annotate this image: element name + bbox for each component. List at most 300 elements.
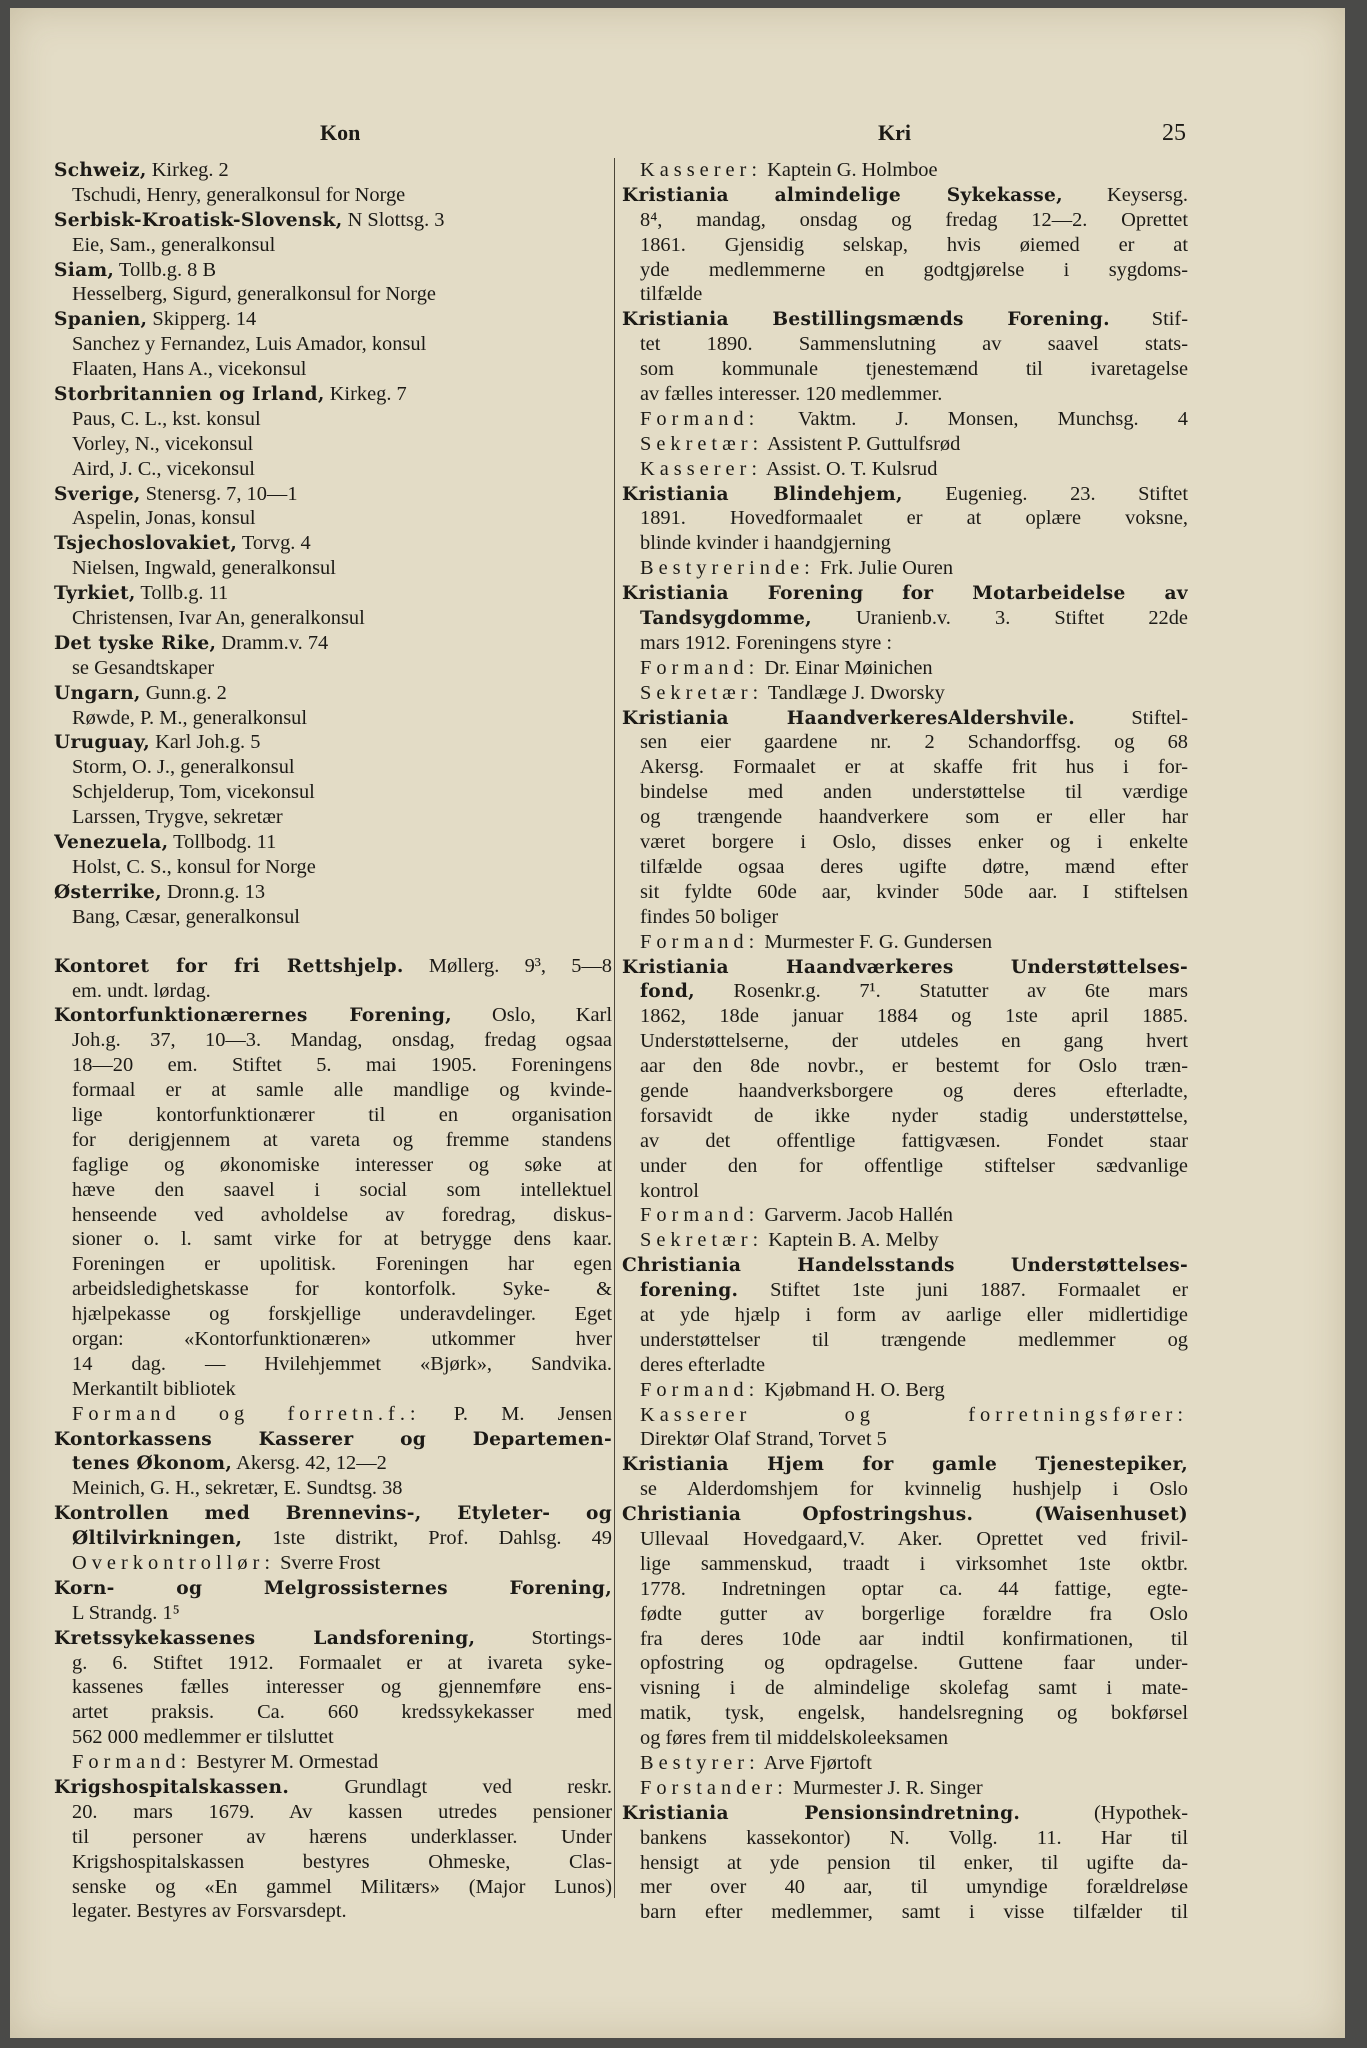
entry-text: se Alderdomshjem for kvinnelig hushjelp i Oslo <box>640 1478 1188 1501</box>
entry-line <box>54 282 612 307</box>
entry-heading: Kristiania HaandverkeresAldershvile. <box>622 707 1076 729</box>
entry-text: 1861. Gjensidig selskap, hvis øiemed er at <box>640 233 1188 256</box>
entry-line <box>622 307 1188 332</box>
column-divider <box>614 158 615 1898</box>
entry-line <box>54 1153 612 1178</box>
entry-text: 20. mars 1679. Av kassen utredes pensioner <box>72 1800 612 1823</box>
role-label: Bestyrer: <box>640 1752 760 1774</box>
entry-line <box>54 706 612 731</box>
entry-line <box>622 1179 1188 1204</box>
entry-line <box>622 1278 1188 1303</box>
entry-text: Flaaten, Hans A., vicekonsul <box>72 358 307 381</box>
entry-line <box>54 1775 612 1800</box>
entry-text: Stenersg. 7, 10—1 <box>140 482 298 505</box>
entry-text: Gunn.g. 2 <box>140 681 227 704</box>
entry-text: Tollb.g. 11 <box>135 582 229 605</box>
entry-line <box>54 1850 612 1875</box>
entry-line <box>622 1403 1188 1428</box>
entry-line <box>622 1328 1188 1353</box>
entry-text: fødte gutter av borgerlige forældre fra Oslo <box>640 1602 1188 1625</box>
entry-text: Karl Joh.g. 5 <box>150 731 261 754</box>
entry-text: arbeidsledighetskasse for kontorfolk. Syke- & <box>72 1278 612 1301</box>
entry-text: Nielsen, Ingwald, generalkonsul <box>72 557 336 580</box>
entry-text: findes 50 boliger <box>640 905 779 928</box>
entry-line <box>54 1103 612 1128</box>
entry-line <box>54 1526 612 1551</box>
entry-text: 1862, 18de januar 1884 og 1ste april 1885. <box>640 1005 1188 1028</box>
entry-heading: Spanien, <box>54 309 148 331</box>
entry-line <box>622 1801 1188 1826</box>
entry-line <box>622 681 1188 706</box>
role-label: Overkontrollør: <box>72 1551 275 1574</box>
entry-line <box>54 556 612 581</box>
entry-line <box>622 1826 1188 1851</box>
entry-line <box>54 1078 612 1103</box>
entry-line <box>54 1178 612 1203</box>
entry-text: deres efterladte <box>640 1353 766 1376</box>
entry-text: Storm, O. J., generalkonsul <box>72 756 295 779</box>
entry-text: Aspelin, Jonas, konsul <box>72 507 256 530</box>
entry-text: Eie, Sam., generalkonsul <box>72 233 276 256</box>
entry-text: formaal er at samle alle mandlige og kvinde- <box>72 1079 612 1102</box>
entry-line <box>622 1203 1188 1228</box>
entry-line <box>622 755 1188 780</box>
entry-heading: Sverige, <box>54 483 141 505</box>
entry-heading: Øltilvirkningen, <box>72 1528 243 1550</box>
entry-line <box>54 1451 612 1476</box>
entry-line <box>54 681 612 706</box>
entry-line <box>622 706 1188 731</box>
entry-line <box>622 631 1188 656</box>
entry-line <box>622 1054 1188 1079</box>
entry-text: Krigshospitalskassen bestyres Ohmeske, Clas- <box>72 1850 612 1873</box>
entry-heading: Christiania Handelsstands Understøttelses- <box>622 1255 1188 1277</box>
role-label: Sekretær: <box>640 432 764 455</box>
entry-line <box>622 1577 1188 1602</box>
entry-line <box>54 1003 612 1028</box>
entry-text: Aird, J. C., vicekonsul <box>72 457 255 480</box>
entry-text: Akersg. Formaalet er at skaffe frit hus i for- <box>640 756 1188 779</box>
entry-line <box>622 457 1188 482</box>
entry-line <box>622 233 1188 258</box>
role-label: Forstander: <box>640 1776 788 1799</box>
entry-text: Sanchez y Fernandez, Luis Amador, konsul <box>72 333 427 356</box>
entry-text: Eugenieg. 23. Stiftet <box>902 482 1188 505</box>
role-label: Formand: <box>640 1378 760 1401</box>
entry-text: Uranienb.v. 3. Stiftet 22de <box>811 607 1188 630</box>
entry-line <box>54 1501 612 1526</box>
entry-line <box>622 1875 1188 1900</box>
entry-text: Hesselberg, Sigurd, generalkonsul for Norge <box>72 283 436 306</box>
entry-heading: Venezuela, <box>54 832 169 854</box>
entry-text: Tollb.g. 8 B <box>114 258 217 281</box>
entry-text: Møllerg. 9³, 5—8 <box>403 954 612 977</box>
entry-line <box>622 1502 1188 1527</box>
entry-text: hensigt at yde pension til enker, til ugifte da- <box>640 1851 1188 1874</box>
entry-line <box>622 606 1188 631</box>
entry-text: lige kontorfunktionærer til en organisation <box>72 1103 612 1126</box>
role-label: Formand: <box>72 1751 192 1774</box>
entry-line <box>54 1302 612 1327</box>
role-label: Formand: <box>640 407 760 430</box>
entry-text: artet praksis. Ca. 660 kredssykekasser med <box>72 1701 612 1724</box>
entry-line <box>622 1452 1188 1477</box>
entry-text: Assist. O. T. Kulsrud <box>762 457 938 480</box>
header-right-keyword: Kri <box>878 120 911 145</box>
entry-heading: Ungarn, <box>54 682 141 704</box>
entry-text: tilfælde ogsaa deres ugifte døtre, mænd efter <box>640 855 1188 878</box>
entry-line <box>54 407 612 432</box>
entry-line <box>54 1402 612 1427</box>
entry-line <box>622 880 1188 905</box>
entry-text: bindelse med anden understøttelse til værdige <box>640 781 1188 804</box>
entry-line <box>54 805 612 830</box>
entry-line <box>54 855 612 880</box>
entry-line <box>622 482 1188 507</box>
entry-text: Arve Fjørtoft <box>759 1752 872 1774</box>
role-label: Kasserer: <box>640 457 762 480</box>
entry-text: og trængende haandverkere som er eller har <box>640 806 1188 829</box>
entry-line <box>54 457 612 482</box>
entry-text: Foreningen er upolitisk. Foreningen har egen <box>72 1253 612 1276</box>
entry-text: sen eier gaardene nr. 2 Schandorffsg. og 68 <box>640 731 1188 754</box>
entry-line <box>622 1676 1188 1701</box>
entry-text: Murmester F. G. Gundersen <box>759 930 993 953</box>
entry-text: aar den 8de novbr., er bestemt for Oslo træn- <box>640 1055 1188 1078</box>
entry-text: 14 dag. — Hvilehjemmet «Bjørk», Sandvika. <box>72 1352 612 1375</box>
entry-heading: Østerrike, <box>54 881 162 903</box>
entry-heading: Kristiania Forening for Motarbeidelse av <box>622 583 1188 605</box>
entry-text: bankens kassekontor) N. Vollg. 11. Har til <box>640 1826 1188 1849</box>
entry-text: Kirkeg. 2 <box>146 159 229 181</box>
entry-line <box>54 905 612 930</box>
entry-line <box>54 1377 612 1402</box>
entry-text: understøttelser til trængende medlemmer og <box>640 1328 1188 1351</box>
entry-heading: tenes Økonom, <box>72 1453 233 1475</box>
entry-text: Bang, Cæsar, generalkonsul <box>72 905 300 928</box>
entry-text: av det offentlige fattigvæsen. Fondet staar <box>640 1129 1188 1152</box>
entry-text: Vorley, N., vicekonsul <box>72 432 254 455</box>
header-left-keyword: Kon <box>320 120 361 145</box>
entry-line <box>622 805 1188 830</box>
entry-text: Murmester J. R. Singer <box>787 1776 983 1799</box>
left-column <box>54 158 612 1924</box>
entry-line <box>622 581 1188 606</box>
entry-line <box>54 1128 612 1153</box>
role-label: Sekretær: <box>640 1229 764 1252</box>
entry-text: hæve den saavel i social som intellektuel <box>72 1178 612 1201</box>
entry-heading: Kretssykekassenes Landsforening, <box>54 1627 476 1649</box>
entry-text: Kaptein G. Holmboe <box>762 159 938 181</box>
entry-line <box>54 357 612 382</box>
entry-line <box>622 1378 1188 1403</box>
entry-text: som kommunale tjenestemænd til ivaretagelse <box>640 358 1188 381</box>
entry-line <box>622 1477 1188 1502</box>
page-number: 25 <box>1162 120 1186 146</box>
entry-line <box>54 606 612 631</box>
entry-text: at yde hjælp i form av aarlige eller midlertidige <box>640 1303 1188 1326</box>
entry-line <box>54 1327 612 1352</box>
entry-line <box>622 332 1188 357</box>
entry-heading: Kontoret for fri Rettshjelp. <box>54 955 404 977</box>
entry-line <box>54 830 612 855</box>
entry-text: Meinich, G. H., sekretær, E. Sundtsg. 38 <box>72 1477 403 1500</box>
entry-text: Sverre Frost <box>274 1551 381 1574</box>
entry-line <box>54 332 612 357</box>
entry-text: Stortings- <box>475 1626 612 1649</box>
entry-line <box>622 208 1188 233</box>
entry-line <box>622 1129 1188 1154</box>
entry-heading: Kontrollen med Brennevins-, Etyleter- og <box>54 1503 612 1525</box>
entry-heading: Krigshospitalskassen. <box>54 1777 290 1798</box>
entry-text: em. undt. lørdag. <box>72 979 211 1002</box>
entry-line <box>622 282 1188 307</box>
entry-heading: Det tyske Rike, <box>54 632 217 654</box>
entry-text: Tandlæge J. Dworsky <box>763 681 945 704</box>
entry-line <box>622 1427 1188 1452</box>
entry-text: tet 1890. Sammenslutning av saavel stats- <box>640 333 1188 356</box>
entry-line <box>54 780 612 805</box>
entry-text: til personer av hærens underklasser. Under <box>72 1825 612 1848</box>
entry-text: Bestyrer M. Ormestad <box>191 1751 379 1774</box>
entry-line <box>622 183 1188 208</box>
entry-text: Larssen, Trygve, sekretær <box>72 806 283 829</box>
entry-line <box>54 1601 612 1626</box>
entry-text: kontrol <box>640 1179 699 1202</box>
entry-text: faglige og økonomiske interesser og søke at <box>72 1153 612 1176</box>
entry-text: Kjøbmand H. O. Berg <box>759 1378 945 1401</box>
entry-heading: Kontorkassens Kasserer og Departemen- <box>54 1428 612 1450</box>
entry-text: matik, tysk, engelsk, handelsregning og bokførsel <box>640 1702 1188 1725</box>
entry-text: Torvg. 4 <box>237 532 311 555</box>
entry-line <box>622 556 1188 581</box>
entry-line <box>622 830 1188 855</box>
entry-heading: Tsjechoslovakiet, <box>54 533 238 555</box>
entry-line <box>54 1203 612 1228</box>
entry-heading: Serbisk-Kroatisk-Slovensk, <box>54 209 343 231</box>
entry-text: for derigjennem at vareta og fremme standens <box>72 1128 612 1151</box>
entry-text: Dr. Einar Møinichen <box>759 656 933 679</box>
entry-text: mer over 40 aar, til umyndige forældreløse <box>640 1876 1188 1899</box>
entry-text: Christensen, Ivar An, generalkonsul <box>72 607 365 630</box>
entry-line <box>54 1825 612 1850</box>
entry-line <box>622 1776 1188 1801</box>
entry-line <box>622 730 1188 755</box>
entry-text: Tschudi, Henry, generalkonsul for Norge <box>72 183 406 206</box>
entry-heading: Kristiania Pensionsindretning. <box>622 1802 1021 1824</box>
entry-line <box>622 1104 1188 1129</box>
role-label: Bestyrerinde: <box>640 557 815 580</box>
entry-heading: fond, <box>640 981 695 1003</box>
entry-text: Joh.g. 37, 10—3. Mandag, onsdag, fredag ogsaa <box>72 1029 612 1052</box>
entry-line <box>54 631 612 656</box>
entry-text: Dronn.g. 13 <box>161 880 266 903</box>
entry-line <box>622 1079 1188 1104</box>
entry-text: legater. Bestyres av Forsvarsdept. <box>72 1900 347 1923</box>
entry-text: Ullevaal Hovedgaard,V. Aker. Oprettet ved frivil- <box>640 1527 1188 1550</box>
entry-line <box>622 1353 1188 1378</box>
entry-line <box>622 407 1188 432</box>
role-label: Formand: <box>640 930 760 953</box>
entry-line <box>622 1701 1188 1726</box>
entry-line <box>622 656 1188 681</box>
entry-heading: Siam, <box>54 259 115 281</box>
entry-text: barn efter medlemmer, samt i visse tilfælder til <box>640 1901 1188 1924</box>
entry-text: senske og «En gammel Militærs» (Major Lunos) <box>72 1875 612 1898</box>
entry-text: Stiftel- <box>1075 706 1188 729</box>
entry-line <box>54 1028 612 1053</box>
entry-line <box>622 531 1188 556</box>
entry-line <box>622 1651 1188 1676</box>
entry-line <box>622 905 1188 930</box>
entry-line <box>54 1750 612 1775</box>
entry-line <box>622 955 1188 980</box>
entry-text: Stiftet 1ste juni 1887. Formaalet er <box>738 1279 1188 1302</box>
entry-heading: Kristiania Hjem for gamle Tjenestepiker, <box>622 1454 1188 1476</box>
entry-text: Frk. Julie Ouren <box>814 557 954 580</box>
entry-line <box>622 1253 1188 1278</box>
entry-line <box>54 730 612 755</box>
role-label: Kasserer: <box>640 159 762 181</box>
entry-line <box>54 183 612 208</box>
entry-text: N Slottsg. 3 <box>342 208 445 231</box>
entry-text: været borgere i Oslo, disses enker og i enkelte <box>640 831 1188 854</box>
entry-line <box>54 1277 612 1302</box>
entry-line <box>622 357 1188 382</box>
entry-text: henseende ved avholdelse av foredrag, diskus- <box>72 1203 612 1226</box>
entry-text: (Hypothek- <box>1020 1801 1188 1824</box>
entry-line <box>622 1154 1188 1179</box>
entry-line <box>54 581 612 606</box>
entry-text: fra deres 10de aar indtil konfirmationen, til <box>640 1627 1188 1650</box>
entry-line <box>622 1751 1188 1776</box>
entry-line <box>622 158 1188 183</box>
entry-heading: forening. <box>640 1280 739 1302</box>
entry-line <box>622 930 1188 955</box>
entry-line <box>54 1626 612 1651</box>
entry-line <box>54 1551 612 1576</box>
entry-text: Tollbodg. 11 <box>168 831 277 854</box>
entry-text: Merkantilt bibliotek <box>72 1377 236 1400</box>
entry-text: Stif- <box>1109 308 1188 331</box>
entry-text: 1778. Indretningen optar ca. 44 fattige, egte- <box>640 1577 1188 1600</box>
entry-line <box>54 1651 612 1676</box>
entry-text: Schjelderup, Tom, vicekonsul <box>72 781 315 804</box>
entry-line <box>54 1899 612 1924</box>
entry-line <box>54 1476 612 1501</box>
role-label: Formand og forretn.f.: <box>72 1402 421 1425</box>
role-label: Formand: <box>640 656 760 679</box>
role-label: Formand: <box>640 1204 760 1227</box>
entry-line <box>622 1228 1188 1253</box>
entry-line <box>54 755 612 780</box>
entry-line <box>622 1029 1188 1054</box>
entry-line <box>622 1303 1188 1328</box>
entry-line <box>622 855 1188 880</box>
entry-line <box>54 1227 612 1252</box>
entry-text: se Gesandtskaper <box>72 656 215 679</box>
entry-text: Vaktm. J. Monsen, Munchsg. 4 <box>759 407 1188 430</box>
entry-text: under den for offentlige stiftelser sædvanlige <box>640 1154 1188 1177</box>
entry-text: blinde kvinder i haandgjerning <box>640 532 891 555</box>
entry-text: Keysersg. <box>1062 183 1188 206</box>
entry-text: tilfælde <box>640 283 703 306</box>
entry-text: og føres frem til middelskoleeksamen <box>640 1727 949 1750</box>
entry-line <box>54 979 612 1004</box>
entry-text: yde medlemmerne en godtgjørelse i sygdoms- <box>640 258 1188 281</box>
entry-line <box>54 1875 612 1900</box>
entry-text: Assistent P. Guttulfsrød <box>763 432 961 455</box>
entry-line <box>622 1004 1188 1029</box>
entry-line <box>54 482 612 507</box>
entry-text: Understøttelserne, der utdeles en gang hvert <box>640 1030 1188 1053</box>
entry-text: gende haandverksborgere og deres efterladte, <box>640 1079 1188 1102</box>
entry-line <box>54 158 612 183</box>
entry-text: 562 000 medlemmer er tilsluttet <box>72 1726 334 1749</box>
entry-heading: Kristiania Haandværkeres Understøttelses- <box>622 956 1188 978</box>
entry-text: Rosenkr.g. 7¹. Statutter av 6te mars <box>694 980 1188 1003</box>
entry-text: Paus, C. L., kst. konsul <box>72 407 261 430</box>
entry-heading: Schweiz, <box>54 160 147 181</box>
entry-text: Røwde, P. M., generalkonsul <box>72 706 308 729</box>
entry-text: Grundlagt ved reskr. <box>289 1776 612 1798</box>
entry-line <box>54 506 612 531</box>
entry-line <box>54 233 612 258</box>
entry-text: organ: «Kontorfunktionæren» utkommer hver <box>72 1327 612 1350</box>
entry-heading: Kristiania Blindehjem, <box>622 483 903 505</box>
entry-text: Kaptein B. A. Melby <box>763 1229 939 1252</box>
entry-line <box>54 1252 612 1277</box>
entry-line <box>622 506 1188 531</box>
entry-text: Skipperg. 14 <box>147 308 257 331</box>
entry-line <box>54 1427 612 1452</box>
entry-text: av fælles interesser. 120 medlemmer. <box>640 383 943 406</box>
entry-line <box>622 1900 1188 1925</box>
entry-text: Garverm. Jacob Hallén <box>759 1204 953 1227</box>
entry-text: sit fyldte 60de aar, kvinder 50de aar. I stiftelsen <box>640 880 1188 903</box>
entry-text: visning i de almindelige skolefag samt i mate- <box>640 1677 1188 1700</box>
entry-text: P. M. Jensen <box>420 1402 612 1425</box>
entry-heading: Tandsygdomme, <box>640 608 812 630</box>
entry-text: sioner o. l. samt virke for at betrygge dens kaar. <box>72 1228 612 1251</box>
entry-line <box>622 1552 1188 1577</box>
entry-line <box>54 1576 612 1601</box>
entry-line <box>622 382 1188 407</box>
entry-text: Dramm.v. 74 <box>216 631 329 654</box>
entry-text: 1891. Hovedformaalet er at oplære voksne, <box>640 507 1188 530</box>
entry-line <box>54 880 612 905</box>
entry-heading: Christiania Opfostringshus. (Waisenhuset) <box>622 1504 1188 1526</box>
entry-line <box>54 1352 612 1377</box>
entry-line <box>54 1725 612 1750</box>
entry-line <box>54 1053 612 1078</box>
entry-heading: Uruguay, <box>54 732 150 754</box>
entry-line <box>54 531 612 556</box>
right-column <box>622 158 1188 1925</box>
entry-line <box>622 1726 1188 1751</box>
entry-heading: Storbritannien og Irland, <box>54 384 325 406</box>
entry-heading: Kristiania almindelige Sykekasse, <box>622 184 1063 206</box>
entry-text: Direktør Olaf Strand, Torvet 5 <box>640 1428 887 1451</box>
entry-text: forsavidt de ikke nyder stadig understøttelse, <box>640 1104 1188 1127</box>
entry-text: 1ste distrikt, Prof. Dahlsg. 49 <box>242 1527 612 1550</box>
entry-heading: Tyrkiet, <box>54 583 136 605</box>
entry-line <box>54 954 612 979</box>
entry-text: opfostring og opdragelse. Guttene faar under- <box>640 1652 1188 1675</box>
entry-line <box>54 258 612 283</box>
entry-text: Holst, C. S., konsul for Norge <box>72 855 316 878</box>
entry-line <box>54 1700 612 1725</box>
